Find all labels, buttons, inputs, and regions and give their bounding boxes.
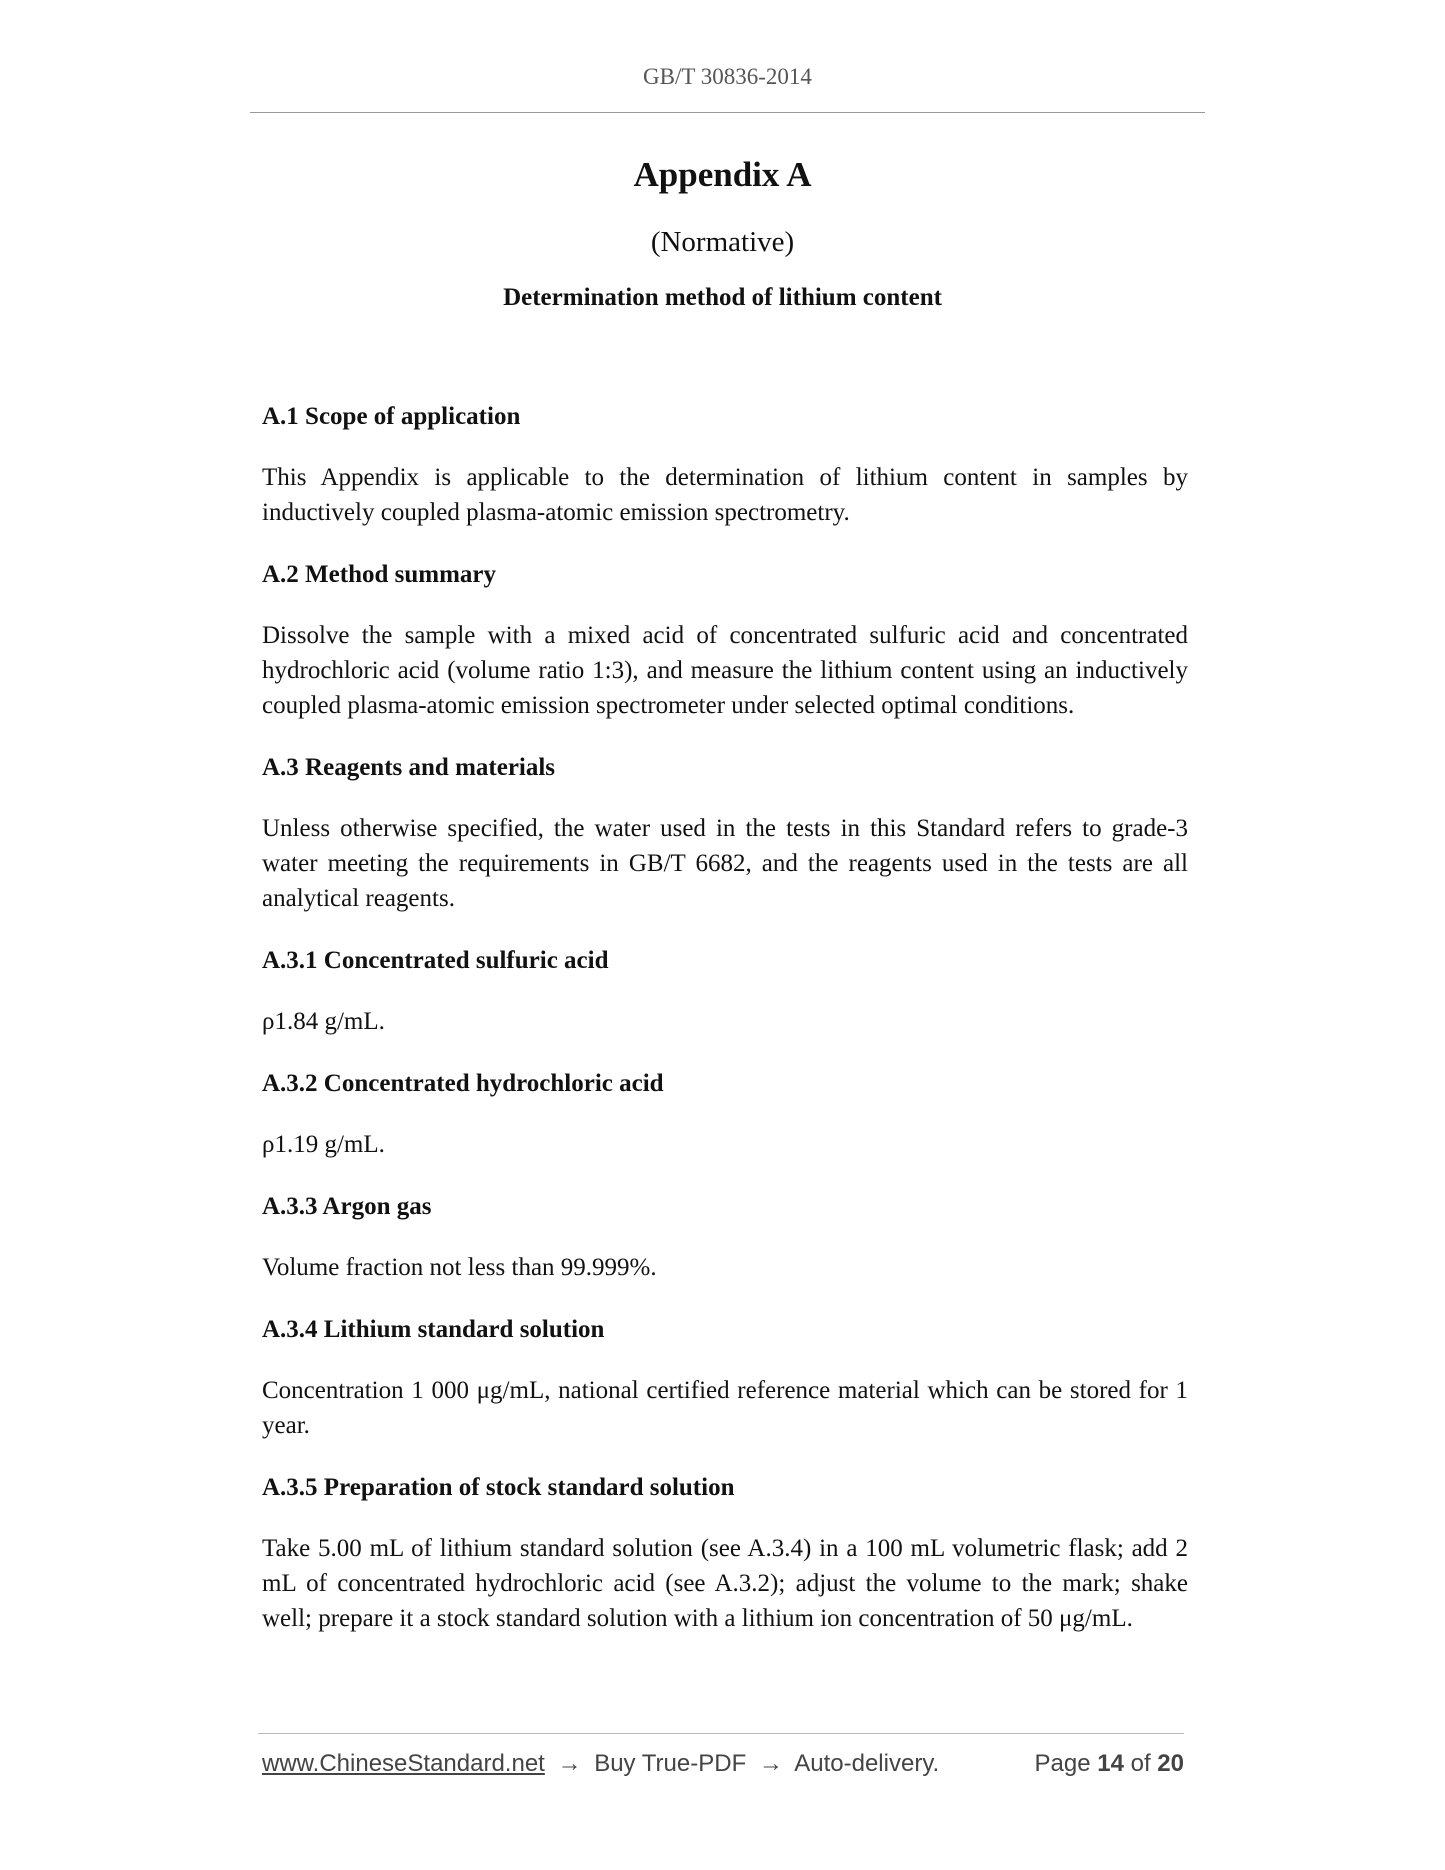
delivery-text: Auto-delivery.	[794, 1750, 940, 1777]
site-link[interactable]: www.ChineseStandard.net	[262, 1750, 545, 1777]
section-a3	[262, 751, 1188, 916]
section-a3-1	[262, 944, 1188, 1039]
section-paragraph: Dissolve the sample with a mixed acid of concentrated sulfuric acid and concentrated hydrochloric acid (volume ratio 1:3), and measure the lithium content using an inductively coupled plasma-atomic emission spectrometer under selected optimal conditions.	[262, 622, 1188, 719]
document-header: GB/T 30836-2014	[643, 64, 812, 89]
section-a3-2	[262, 1067, 1188, 1162]
section-heading: A.3.2 Concentrated hydrochloric acid	[262, 1070, 664, 1097]
page-indicator	[1035, 1750, 1185, 1778]
arrow-right-icon: →	[557, 1750, 582, 1777]
footer-divider	[258, 1733, 1184, 1734]
page-label: Page	[1034, 1750, 1091, 1777]
section-heading: A.3.1 Concentrated sulfuric acid	[262, 947, 609, 974]
section-a3-4	[262, 1313, 1188, 1443]
arrow-right-icon: →	[758, 1750, 783, 1777]
document-body	[262, 400, 1188, 1664]
section-paragraph: This Appendix is applicable to the determination of lithium content in samples by inductively coupled plasma-atomic emission spectrometry.	[262, 464, 1188, 526]
section-paragraph: Volume fraction not less than 99.999%.	[262, 1254, 657, 1281]
appendix-subtitle: Determination method of lithium content	[503, 284, 942, 311]
header-divider	[250, 112, 1205, 113]
section-paragraph: Concentration 1 000 μg/mL, national certified reference material which can be stored for 1 year.	[262, 1377, 1188, 1439]
of-label: of	[1130, 1750, 1151, 1777]
section-a3-3	[262, 1190, 1188, 1285]
section-paragraph: Take 5.00 mL of lithium standard solution (see A.3.4) in a 100 mL volumetric flask; add 2 mL of concentrated hydrochloric acid (see A.3.2); adjust the volume to the mark; shake well; prepare it a stock standard solution with a lithium ion concentration of 50 μg/mL.	[262, 1535, 1188, 1632]
footer-promo	[262, 1750, 939, 1778]
section-paragraph: Unless otherwise specified, the water used in the tests in this Standard refers to grade-3 water meeting the requirements in GB/T 6682, and the reagents used in the tests are all analytical reagents.	[262, 815, 1188, 912]
section-heading: A.3 Reagents and materials	[262, 754, 556, 781]
buy-text: Buy True-PDF	[594, 1750, 747, 1777]
total-pages-number: 20	[1157, 1750, 1184, 1777]
section-paragraph: ρ1.19 g/mL.	[262, 1131, 385, 1158]
section-heading: A.2 Method summary	[262, 561, 497, 588]
section-paragraph: ρ1.84 g/mL.	[262, 1008, 385, 1035]
section-heading: A.3.5 Preparation of stock standard solution	[262, 1474, 735, 1501]
section-a3-5	[262, 1471, 1188, 1636]
section-a1	[262, 400, 1188, 530]
current-page-number: 14	[1097, 1750, 1124, 1777]
section-a2	[262, 558, 1188, 723]
section-heading: A.3.3 Argon gas	[262, 1193, 432, 1220]
section-heading: A.1 Scope of application	[262, 403, 521, 430]
appendix-title: Appendix A	[633, 155, 812, 194]
section-heading: A.3.4 Lithium standard solution	[262, 1316, 605, 1343]
appendix-type: (Normative)	[650, 226, 795, 258]
